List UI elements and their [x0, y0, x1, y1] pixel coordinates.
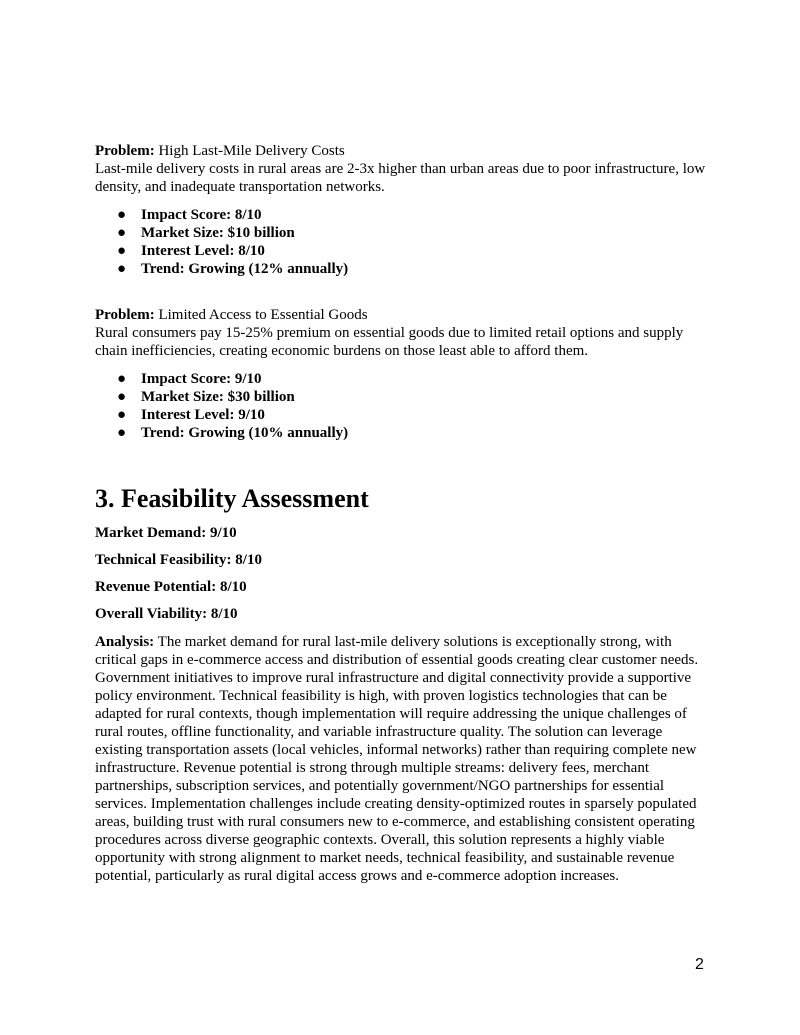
problem-description: Last-mile delivery costs in rural areas are 2-3x higher than urban areas due to poor infrastructure, low density, and inadequate transportation networks. [95, 161, 706, 195]
problem-metrics-list [95, 206, 710, 278]
metric-technical-feasibility: Technical Feasibility: 8/10 [95, 552, 262, 568]
metric-text: Trend: Growing (10% annually) [141, 425, 349, 441]
bullet-icon: ● [117, 407, 127, 423]
problem-block-2 [95, 306, 710, 442]
problem-label: Problem: [95, 307, 155, 323]
list-item [117, 224, 710, 242]
metric-text: Trend: Growing (12% annually) [141, 261, 349, 277]
problem-description: Rural consumers pay 15-25% premium on essential goods due to limited retail options and supply chain inefficiencies, creating economic burdens on those least able to afford them. [95, 325, 684, 359]
problem-block-1 [95, 142, 710, 278]
section-heading: 3. Feasibility Assessment [95, 484, 369, 513]
bullet-icon: ● [117, 207, 127, 223]
metric-text: Impact Score: 8/10 [141, 207, 262, 223]
list-item [117, 406, 710, 424]
bullet-icon: ● [117, 389, 127, 405]
problem-title: High Last-Mile Delivery Costs [154, 143, 345, 159]
bullet-icon: ● [117, 371, 127, 387]
metric-text: Interest Level: 8/10 [141, 243, 265, 259]
document-page [95, 142, 710, 885]
list-item [117, 260, 710, 278]
metric-overall-viability: Overall Viability: 8/10 [95, 606, 238, 622]
metric-revenue-potential: Revenue Potential: 8/10 [95, 579, 247, 595]
list-item [117, 424, 710, 442]
analysis-label: Analysis: [95, 634, 155, 650]
bullet-icon: ● [117, 225, 127, 241]
problem-heading [95, 306, 710, 324]
metric-text: Market Size: $10 billion [141, 225, 295, 241]
analysis-paragraph [95, 633, 710, 885]
metric-text: Interest Level: 9/10 [141, 407, 265, 423]
problem-metrics-list [95, 370, 710, 442]
problem-label: Problem: [95, 143, 155, 159]
bullet-icon: ● [117, 425, 127, 441]
page-number: 2 [695, 956, 704, 973]
list-item [117, 388, 710, 406]
problem-title: Limited Access to Essential Goods [154, 307, 368, 323]
metric-text: Market Size: $30 billion [141, 389, 295, 405]
bullet-icon: ● [117, 261, 127, 277]
feasibility-section [95, 484, 710, 885]
list-item [117, 242, 710, 260]
metric-market-demand: Market Demand: 9/10 [95, 525, 237, 541]
bullet-icon: ● [117, 243, 127, 259]
metric-text: Impact Score: 9/10 [141, 371, 262, 387]
list-item [117, 206, 710, 224]
list-item [117, 370, 710, 388]
problem-heading [95, 142, 710, 160]
analysis-text: The market demand for rural last-mile delivery solutions is exceptionally strong, with critical gaps in e-commerce access and distribution of essential goods creating clear customer needs. Government initiatives to improve rural infrastructure and digital connectivity provide a supportive policy environment. Technical feasibility is high, with proven logistics technologies that can be adapted for rural contexts, though implementation will require addressing the unique challenges of rural routes, offline functionality, and variable infrastructure quality. The solution can leverage existing transportation assets (local vehicles, informal networks) rather than requiring complete new infrastructure. Revenue potential is strong through multiple streams: delivery fees, merchant partnerships, subscription services, and potentially government/NGO partnerships for essential services. Implementation challenges include creating density-optimized routes in sparsely populated areas, building trust with rural consumers new to e-commerce, and establishing consistent operating procedures across diverse geographic contexts. Overall, this solution represents a highly viable opportunity with strong alignment to market needs, technical feasibility, and sustainable revenue potential, particularly as rural digital access grows and e-commerce adoption increases. [95, 634, 699, 884]
